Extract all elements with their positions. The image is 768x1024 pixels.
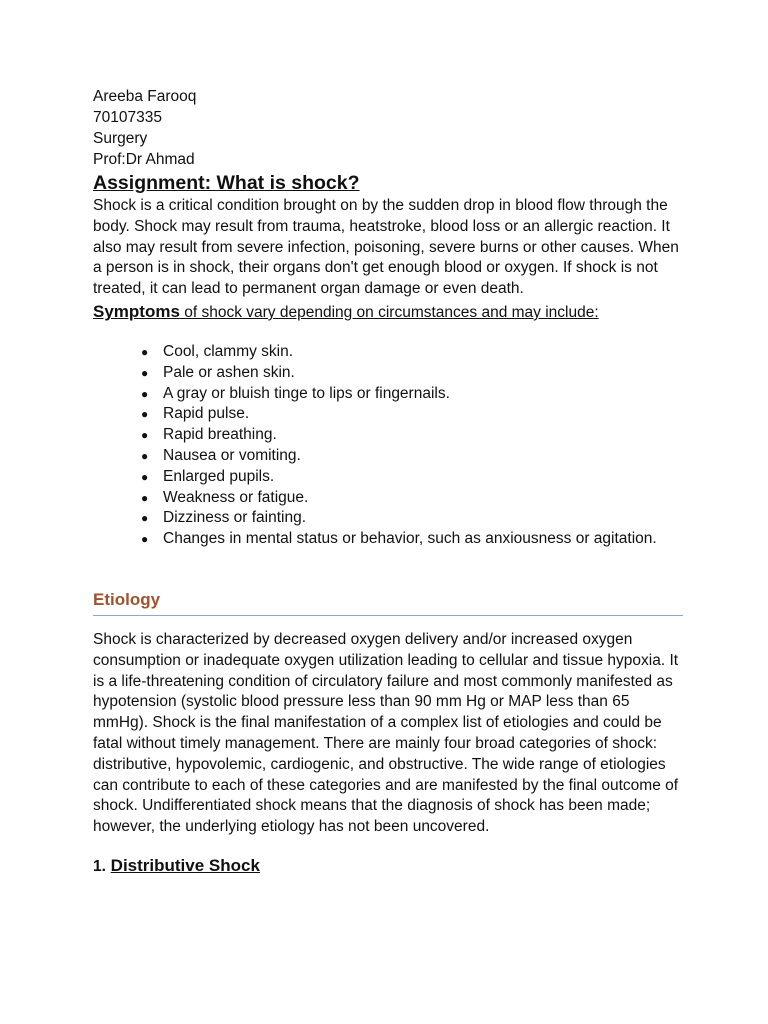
bullet-icon: ● [141, 386, 149, 401]
list-item-text: Enlarged pupils. [163, 467, 275, 485]
bullet-icon: ● [141, 365, 149, 380]
student-id: 70107335 [93, 109, 162, 126]
list-item [141, 342, 683, 363]
list-item-text: Changes in mental status or behavior, such as anxiousness or agitation. [163, 530, 657, 548]
author-name: Areeba Farooq [93, 88, 197, 105]
list-item [141, 425, 683, 446]
list-item-text: Rapid breathing. [163, 426, 277, 444]
etiology-paragraph: Shock is characterized by decreased oxygen delivery and/or increased oxygen consumption or inadequate oxygen utilization leading to cellular and tissue hypoxia. It is a life-threatening condition of circulatory failure and most commonly manifested as hypotension (systolic blood pressure less than 90 mm Hg or MAP less than 65 mmHg). Shock is the final manifestation of a complex list of etiologies and could be fatal without timely management. There are mainly four broad categories of shock: distributive, hypovolemic, cardiogenic, and obstructive. The wide range of etiologies can contribute to each of these categories and are manifested by the final outcome of shock. Undifferentiated shock means that the diagnosis of shock has been made; however, the underlying etiology has not been uncovered. [93, 631, 679, 836]
subsection-number: 1. [93, 857, 106, 875]
list-item [141, 488, 683, 509]
professor-name: Prof:Dr Ahmad [93, 151, 195, 168]
bullet-icon: ● [141, 344, 149, 359]
document-page [93, 86, 683, 896]
symptoms-intro [93, 301, 683, 324]
list-item-text: Pale or ashen skin. [163, 363, 295, 381]
bullet-icon: ● [141, 511, 149, 526]
etiology-heading: Etiology [93, 588, 683, 616]
bullet-icon: ● [141, 532, 149, 547]
bullet-icon: ● [141, 469, 149, 484]
symptoms-intro-text: of shock vary depending on circumstances and may include: [179, 303, 599, 321]
list-item [141, 384, 683, 405]
symptoms-list [93, 342, 683, 550]
list-item-text: Rapid pulse. [163, 405, 250, 423]
list-item-text: Dizziness or fainting. [163, 509, 307, 527]
list-item [141, 529, 683, 550]
intro-paragraph: Shock is a critical condition brought on by the sudden drop in blood flow through the body. Shock may result from trauma, heatstroke, blood loss or an allergic reaction. It also may result from severe infection, poisoning, severe burns or other causes. When a person is in shock, their organs don't get enough blood or oxygen. If shock is not treated, it can lead to permanent organ damage or even death. [93, 197, 679, 298]
list-item-text: Cool, clammy skin. [163, 342, 294, 360]
list-item-text: Weakness or fatigue. [163, 488, 309, 506]
bullet-icon: ● [141, 428, 149, 443]
list-item [141, 363, 683, 384]
list-item [141, 446, 683, 467]
subsection-title: Distributive Shock [110, 855, 260, 875]
assignment-title: Assignment: What is shock? [93, 172, 360, 194]
list-item-text: Nausea or vomiting. [163, 446, 301, 464]
bullet-icon: ● [141, 490, 149, 505]
symptoms-keyword: Symptoms [93, 301, 180, 321]
bullet-icon: ● [141, 448, 149, 463]
list-item-text: A gray or bluish tinge to lips or fingernails. [163, 384, 450, 402]
list-item [141, 404, 683, 425]
bullet-icon: ● [141, 407, 149, 422]
subject-name: Surgery [93, 130, 148, 147]
list-item [141, 467, 683, 488]
distributive-shock-heading [93, 854, 683, 879]
list-item [141, 508, 683, 529]
